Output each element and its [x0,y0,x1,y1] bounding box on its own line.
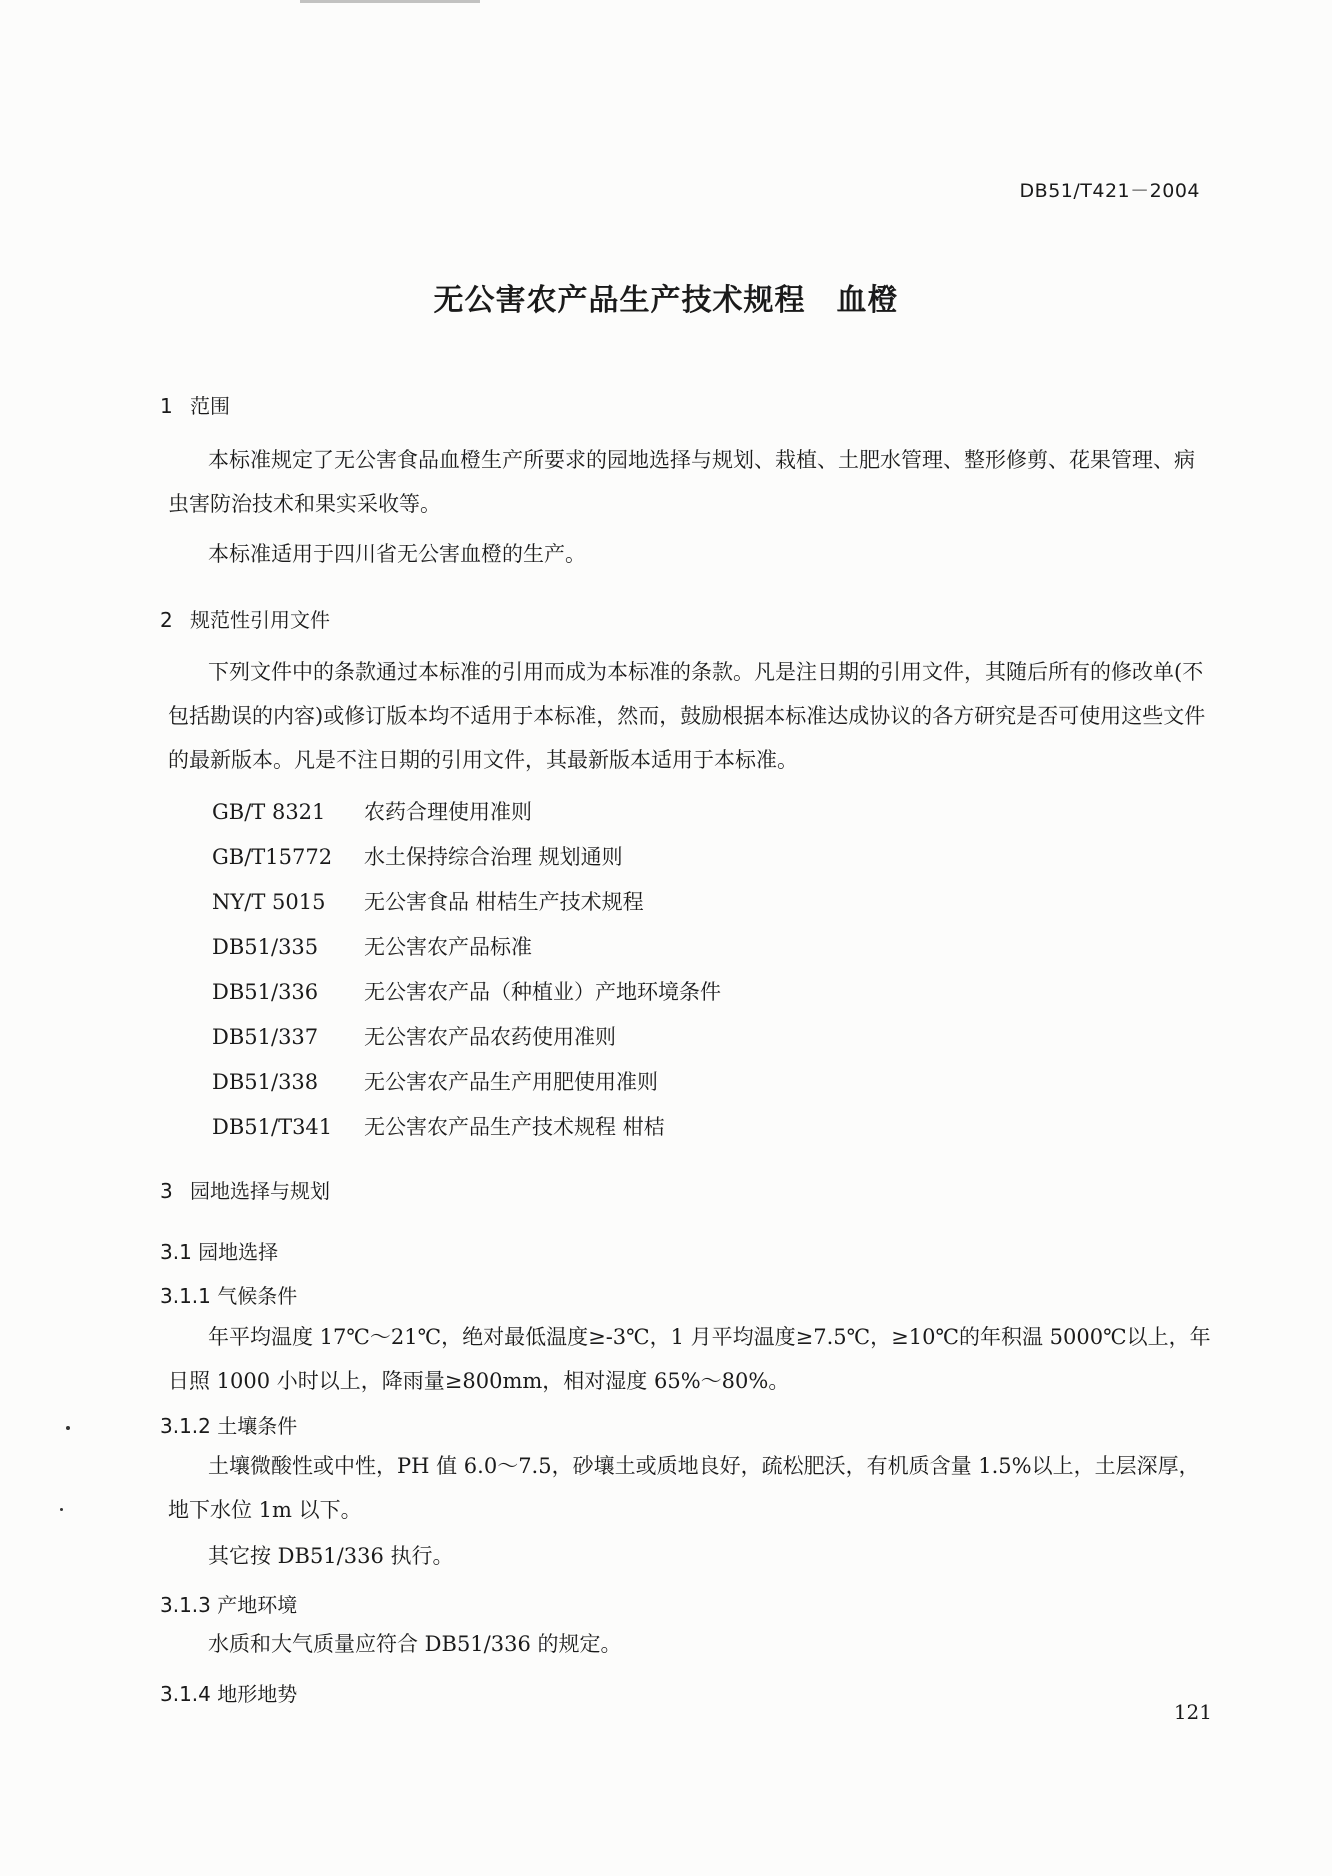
reference-code: GB/T15772 [212,845,333,869]
page-number: 121 [1173,1700,1212,1724]
subsection-title: 地形地势 [217,1682,298,1706]
section-number: 1 [160,394,173,418]
section-number: 2 [160,608,173,632]
subsection-title: 气候条件 [217,1284,298,1308]
section-2-heading [160,604,330,633]
subsection-3-1-1-heading [160,1280,297,1309]
subsection-3-1-1-paragraph: 年平均温度 17℃～21℃，绝对最低温度≥-3℃，1 月平均温度≥7.5℃，≥10℃的年积温 5000℃以上，年日照 1000 小时以上，降雨量≥800mm，相对湿度 65%～80%。 [168,1325,1211,1393]
subsection-number: 3.1.1 [160,1284,211,1308]
subsection-number: 3.1.4 [160,1682,211,1706]
reference-name: 无公害食品 柑桔生产技术规程 [364,890,644,914]
scan-edge-mark [300,0,480,3]
reference-name: 无公害农产品标准 [364,935,532,959]
reference-name: 无公害农产品生产技术规程 柑桔 [364,1115,665,1139]
section-title: 范围 [190,394,230,418]
reference-row [212,796,532,826]
reference-row [212,841,623,871]
section-number: 3 [160,1179,173,1203]
reference-code: DB51/337 [212,1025,319,1049]
reference-row [212,1021,616,1051]
reference-name: 无公害农产品生产用肥使用准则 [364,1070,658,1094]
reference-row [212,976,721,1006]
subsection-number: 3.1.2 [160,1414,211,1438]
section-title: 园地选择与规划 [190,1179,330,1203]
reference-code: DB51/335 [212,935,319,959]
scan-speck [66,1426,70,1430]
reference-code: DB51/T341 [212,1115,333,1139]
reference-code: GB/T 8321 [212,800,326,824]
reference-row [212,1066,658,1096]
subsection-3-1-2-heading [160,1410,297,1439]
reference-name: 农药合理使用准则 [364,800,532,824]
reference-row [212,931,532,961]
section-3-heading [160,1175,330,1204]
subsection-3-1-3-paragraph: 水质和大气质量应符合 DB51/336 的规定。 [208,1632,622,1656]
subsection-title: 园地选择 [198,1240,279,1264]
reference-row [212,1111,665,1141]
standard-number: DB51/T421－2004 [1019,180,1200,202]
subsection-3-1-2-paragraph-2: 其它按 DB51/336 执行。 [208,1544,454,1568]
subsection-number: 3.1 [160,1240,192,1264]
section-1-paragraph-1: 本标准规定了无公害食品血橙生产所要求的园地选择与规划、栽植、土肥水管理、整形修剪、花果管理、病虫害防治技术和果实采收等。 [168,448,1195,516]
section-2-paragraph-1: 下列文件中的条款通过本标准的引用而成为本标准的条款。凡是注日期的引用文件，其随后所有的修改单(不包括勘误的内容)或修订版本均不适用于本标准，然而，鼓励根据本标准达成协议的各方研究是否可使用这些文件的最新版本。凡是不注日期的引用文件，其最新版本适用于本标准。 [168,660,1206,772]
subsection-title: 产地环境 [217,1593,298,1617]
subsection-3-1-heading [160,1236,278,1265]
section-1-paragraph-2: 本标准适用于四川省无公害血橙的生产。 [208,542,586,566]
subsection-3-1-4-heading [160,1678,297,1707]
reference-name: 无公害农产品（种植业）产地环境条件 [364,980,721,1004]
reference-name: 水土保持综合治理 规划通则 [364,845,623,869]
reference-code: NY/T 5015 [212,890,326,914]
scan-speck [60,1508,63,1511]
reference-code: DB51/338 [212,1070,319,1094]
section-title: 规范性引用文件 [190,608,330,632]
section-1-heading [160,390,230,419]
subsection-3-1-3-heading [160,1589,297,1618]
reference-row [212,886,644,916]
subsection-title: 土壤条件 [217,1414,298,1438]
subsection-number: 3.1.3 [160,1593,211,1617]
reference-code: DB51/336 [212,980,319,1004]
document-title: 无公害农产品生产技术规程 血橙 [433,283,899,318]
subsection-3-1-2-paragraph-1: 土壤微酸性或中性，PH 值 6.0～7.5，砂壤土或质地良好，疏松肥沃，有机质含量 1.5%以上，土层深厚，地下水位 1m 以下。 [168,1454,1200,1522]
reference-name: 无公害农产品农药使用准则 [364,1025,616,1049]
